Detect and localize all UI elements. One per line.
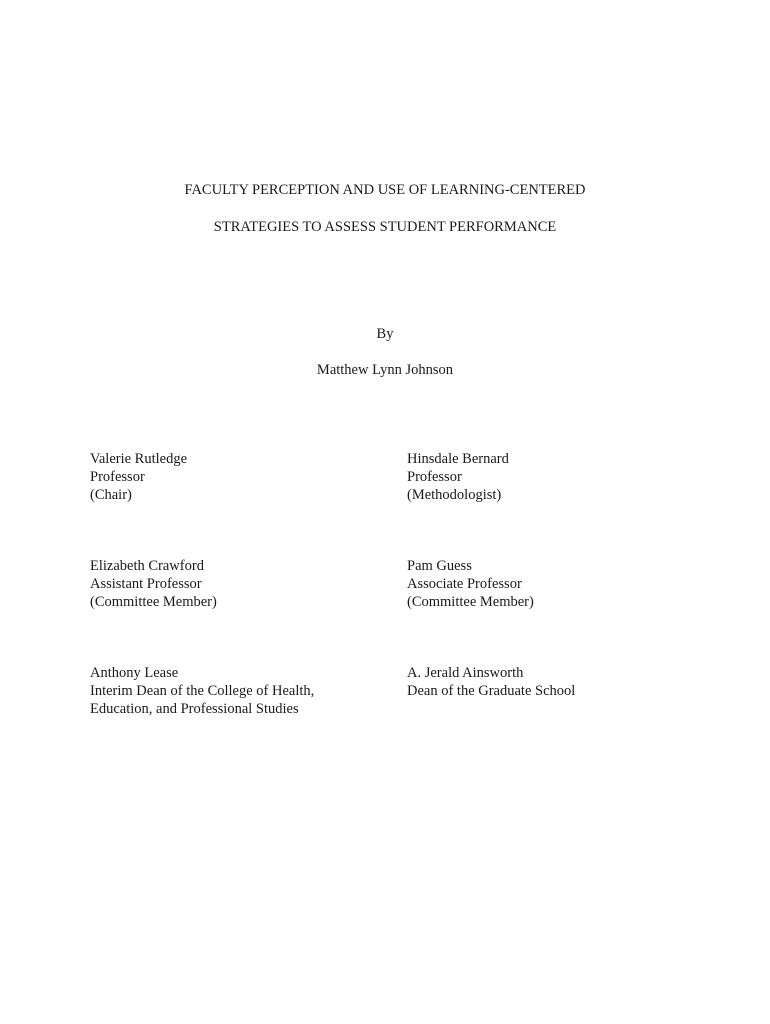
member-role: Professor — [407, 469, 462, 485]
member-name: Anthony Lease — [90, 665, 179, 681]
member-name: Pam Guess — [407, 558, 472, 574]
title-line-2: STRATEGIES TO ASSESS STUDENT PERFORMANCE — [213, 219, 557, 235]
committee-member-guess — [407, 557, 534, 611]
member-name: Hinsdale Bernard — [407, 451, 509, 467]
member-name: Valerie Rutledge — [90, 451, 188, 467]
committee-member-chair — [90, 450, 187, 504]
member-role: Professor — [90, 469, 145, 485]
title-line-1: FACULTY PERCEPTION AND USE OF LEARNING-CENTERED — [184, 182, 586, 198]
committee-member-ainsworth — [407, 664, 575, 700]
committee-member-crawford — [90, 557, 217, 611]
member-role: Assistant Professor — [90, 576, 202, 592]
member-position: (Committee Member) — [407, 594, 534, 610]
member-name: A. Jerald Ainsworth — [407, 665, 524, 681]
member-role: Dean of the Graduate School — [407, 683, 576, 699]
member-position: (Methodologist) — [407, 487, 502, 503]
member-position: (Committee Member) — [90, 594, 217, 610]
by-label: By — [376, 326, 394, 342]
member-position: Education, and Professional Studies — [90, 701, 299, 717]
member-position: (Chair) — [90, 487, 132, 503]
member-role: Interim Dean of the College of Health, — [90, 683, 315, 699]
committee-member-lease — [90, 664, 314, 718]
member-name: Elizabeth Crawford — [90, 558, 204, 574]
committee-member-methodologist — [407, 450, 509, 504]
member-role: Associate Professor — [407, 576, 522, 592]
author-name: Matthew Lynn Johnson — [316, 362, 454, 378]
